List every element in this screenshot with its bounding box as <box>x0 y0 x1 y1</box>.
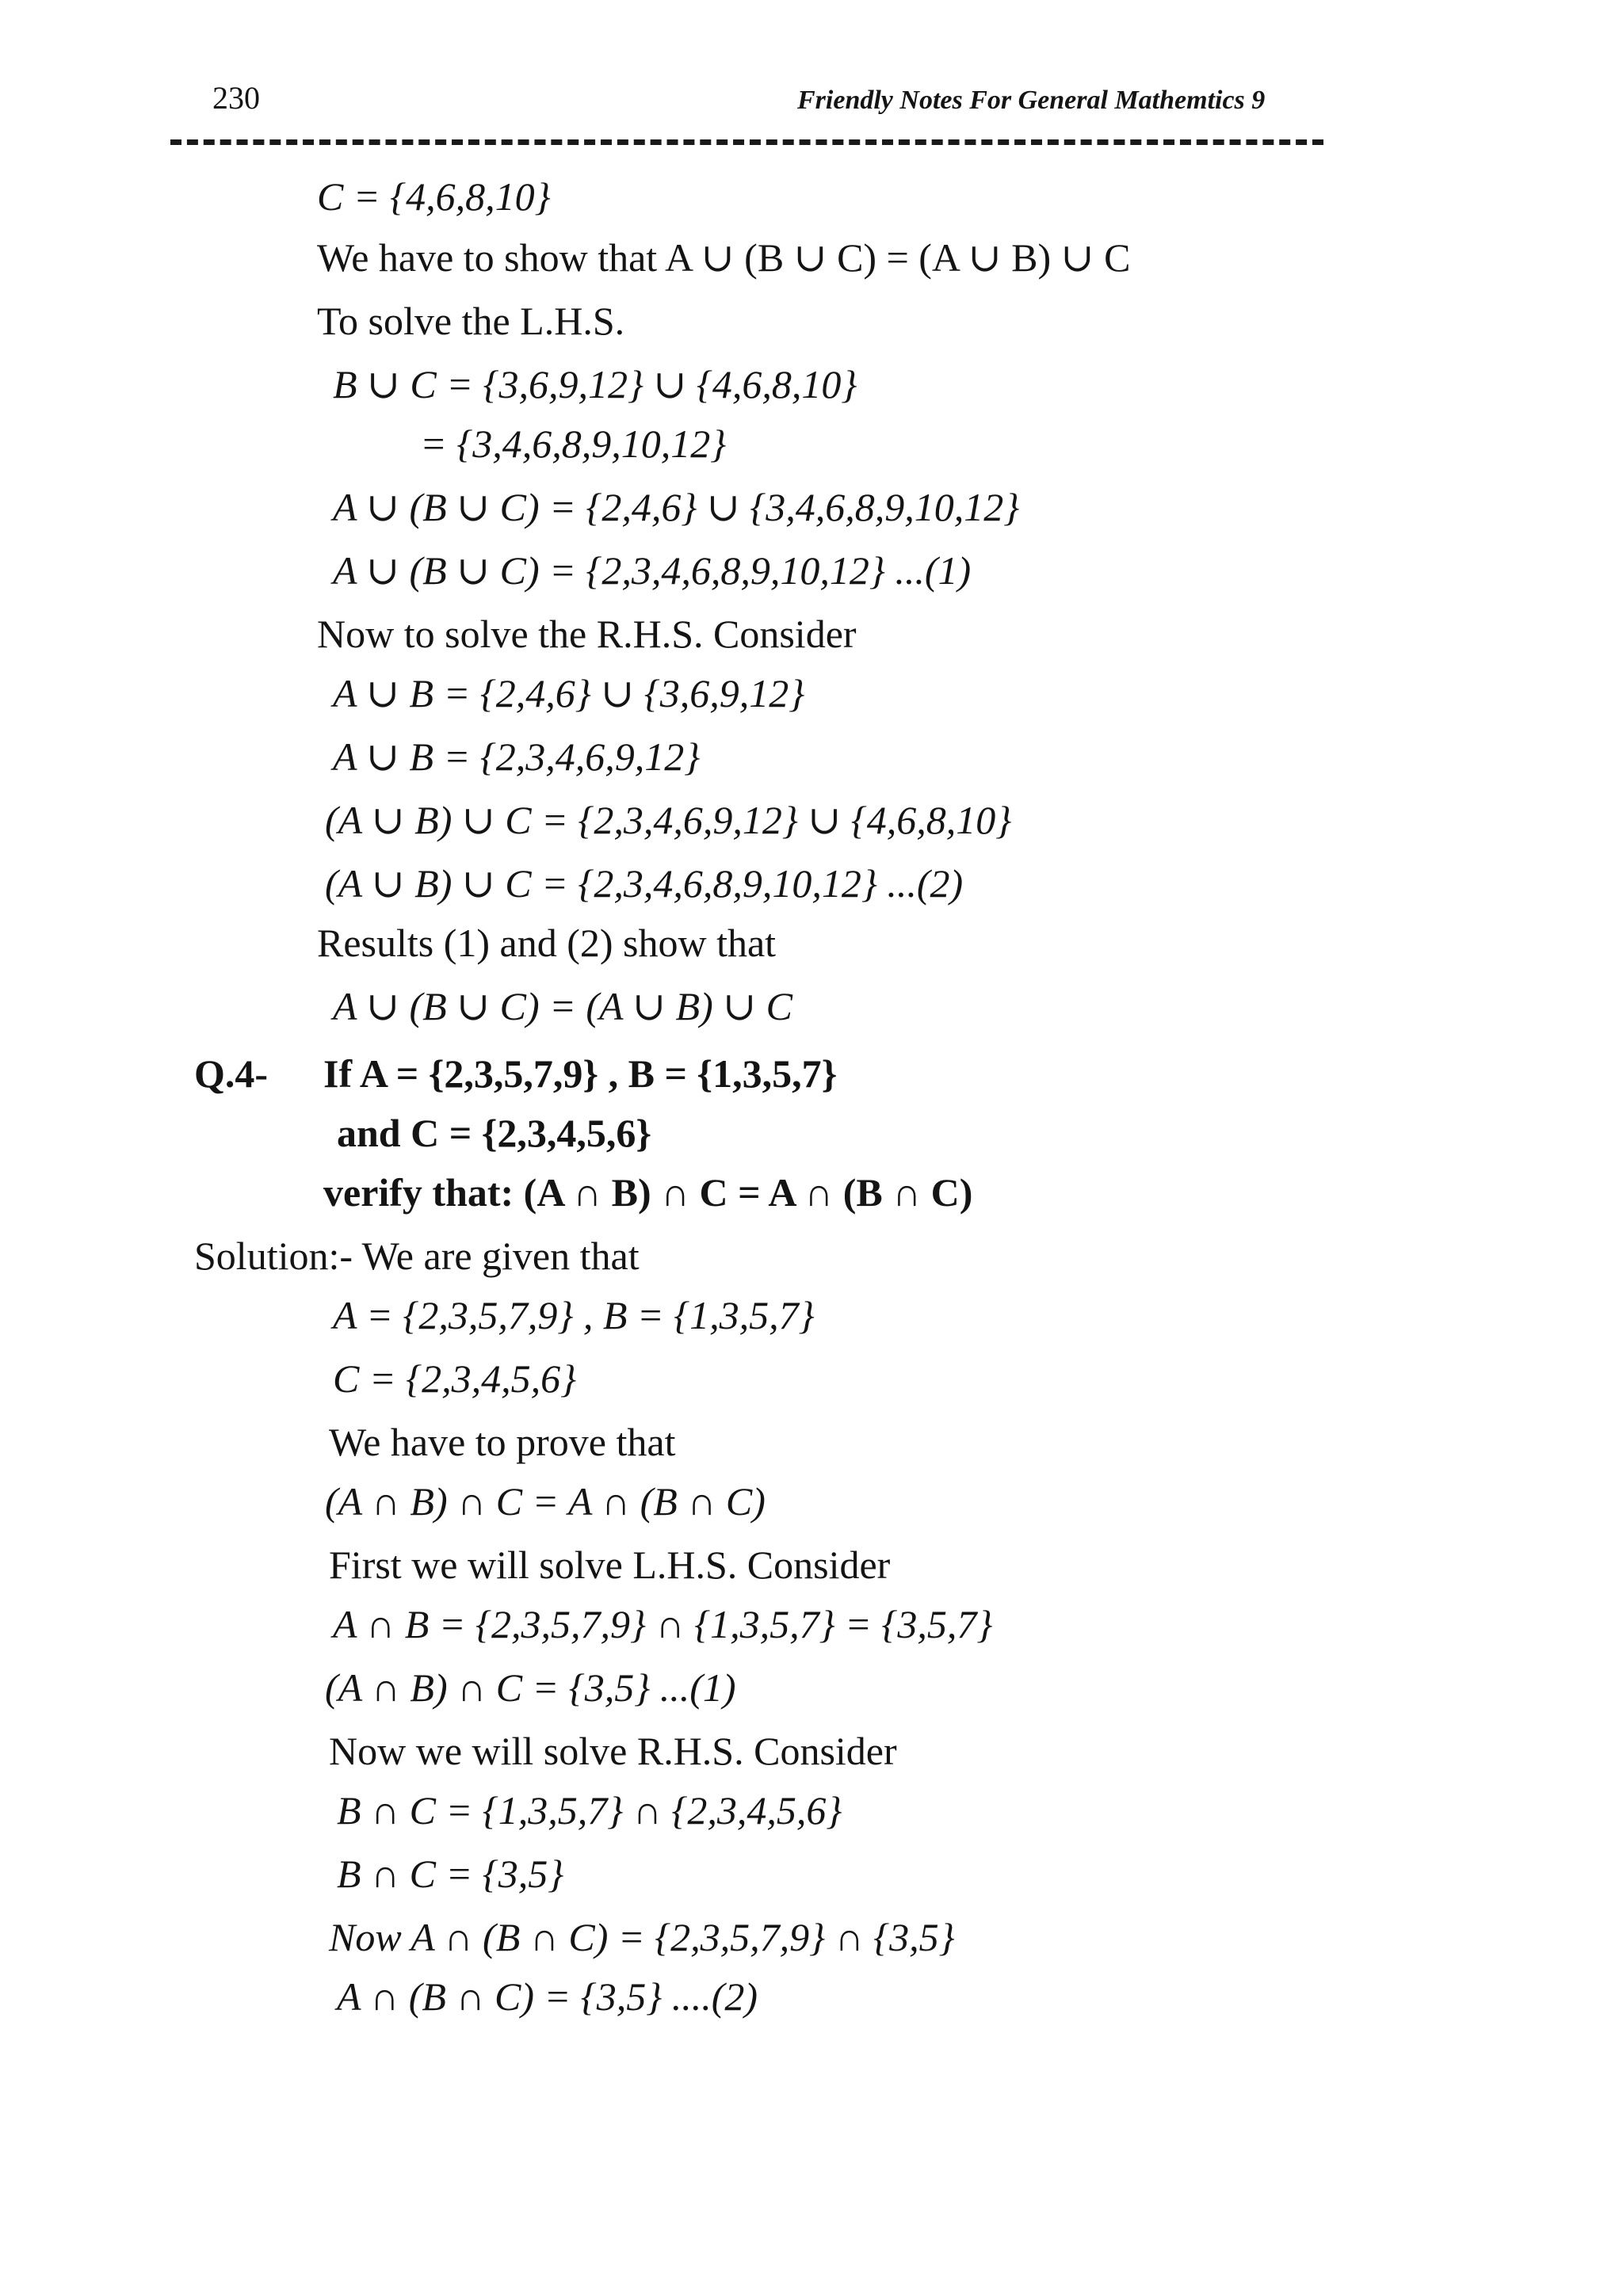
text-line <box>317 173 551 220</box>
text-line <box>317 919 776 967</box>
line-text: A ∪ B = {2,3,4,6,9,12} <box>333 734 701 779</box>
line-text: (A ∩ B) ∩ C = {3,5} ...(1) <box>325 1665 736 1710</box>
text-line <box>325 860 963 907</box>
line-text: First we will solve L.H.S. Consider <box>329 1543 891 1587</box>
text-line <box>325 1478 766 1525</box>
line-text: We have to prove that <box>329 1420 676 1464</box>
line-text: Results (1) and (2) show that <box>317 921 777 965</box>
text-line <box>333 1291 815 1339</box>
line-text: A ∩ B = {2,3,5,7,9} ∩ {1,3,5,7} = {3,5,7} <box>333 1602 993 1646</box>
line-text: A ∪ (B ∪ C) = (A ∪ B) ∪ C <box>333 984 792 1028</box>
line-text: Now to solve the R.H.S. Consider <box>317 612 857 656</box>
running-title: Friendly Notes For General Mathemtics 9 <box>797 86 1266 115</box>
text-line <box>194 1232 640 1280</box>
page-header <box>0 79 1623 127</box>
text-line <box>329 1418 675 1466</box>
line-text: Now A ∩ (B ∩ C) = {2,3,5,7,9} ∩ {3,5} <box>329 1915 955 1959</box>
text-line <box>337 1973 758 2020</box>
header-rule <box>170 139 1323 145</box>
text-line <box>333 669 804 717</box>
page-number: 230 <box>212 80 260 116</box>
line-text: A ∪ (B ∪ C) = {2,4,6} ∪ {3,4,6,8,9,10,12} <box>333 485 1020 529</box>
line-text: A ∪ B = {2,4,6} ∪ {3,6,9,12} <box>333 671 805 715</box>
text-line <box>333 483 1019 531</box>
text-line <box>337 1787 842 1834</box>
line-text: To solve the L.H.S. <box>317 299 625 343</box>
text-line <box>325 1664 736 1711</box>
line-text: = {3,4,6,8,9,10,12} <box>420 421 727 466</box>
text-line <box>325 796 1011 844</box>
line-text: and C = {2,3,4,5,6} <box>337 1111 652 1155</box>
line-text: C = {2,3,4,5,6} <box>333 1356 577 1401</box>
line-text: (A ∪ B) ∪ C = {2,3,4,6,9,12} ∪ {4,6,8,10} <box>325 798 1012 842</box>
line-text: B ∩ C = {3,5} <box>337 1852 564 1896</box>
question-line <box>194 1050 838 1097</box>
question-number: Q.4- <box>194 1051 269 1096</box>
text-line <box>333 360 857 408</box>
line-text: (A ∪ B) ∪ C = {2,3,4,6,8,9,10,12} ...(2) <box>325 861 964 906</box>
line-text: A ∩ (B ∩ C) = {3,5} ....(2) <box>337 1974 758 2019</box>
text-line <box>333 982 792 1030</box>
line-text: C = {4,6,8,10} <box>317 174 551 219</box>
text-line <box>329 1913 955 1961</box>
text-line <box>329 1541 890 1589</box>
line-text: Now we will solve R.H.S. Consider <box>329 1729 897 1773</box>
line-text: We have to show that A ∪ (B ∪ C) = (A ∪ B) ∪ C <box>317 235 1131 280</box>
text-line <box>337 1850 563 1897</box>
line-text: B ∪ C = {3,6,9,12} ∪ {4,6,8,10} <box>333 362 857 406</box>
text-line <box>323 1169 972 1216</box>
text-line <box>333 1355 576 1402</box>
text-line <box>329 1727 897 1775</box>
line-text: (A ∩ B) ∩ C = A ∩ (B ∩ C) <box>325 1479 766 1524</box>
text-line <box>317 234 1130 281</box>
text-line <box>337 1109 651 1157</box>
line-text: If A = {2,3,5,7,9} , B = {1,3,5,7} <box>323 1051 838 1096</box>
text-line <box>333 1600 992 1648</box>
text-line <box>333 733 700 780</box>
line-text: A ∪ (B ∪ C) = {2,3,4,6,8,9,10,12} ...(1) <box>333 548 972 593</box>
line-text: Solution:- We are given that <box>194 1234 640 1278</box>
line-text: verify that: (A ∩ B) ∩ C = A ∩ (B ∩ C) <box>323 1170 973 1215</box>
text-line <box>317 297 624 345</box>
text-line <box>420 420 726 467</box>
line-text: B ∩ C = {1,3,5,7} ∩ {2,3,4,5,6} <box>337 1788 842 1833</box>
line-text: A = {2,3,5,7,9} , B = {1,3,5,7} <box>333 1293 815 1337</box>
text-line <box>317 610 857 658</box>
text-line <box>333 547 971 594</box>
